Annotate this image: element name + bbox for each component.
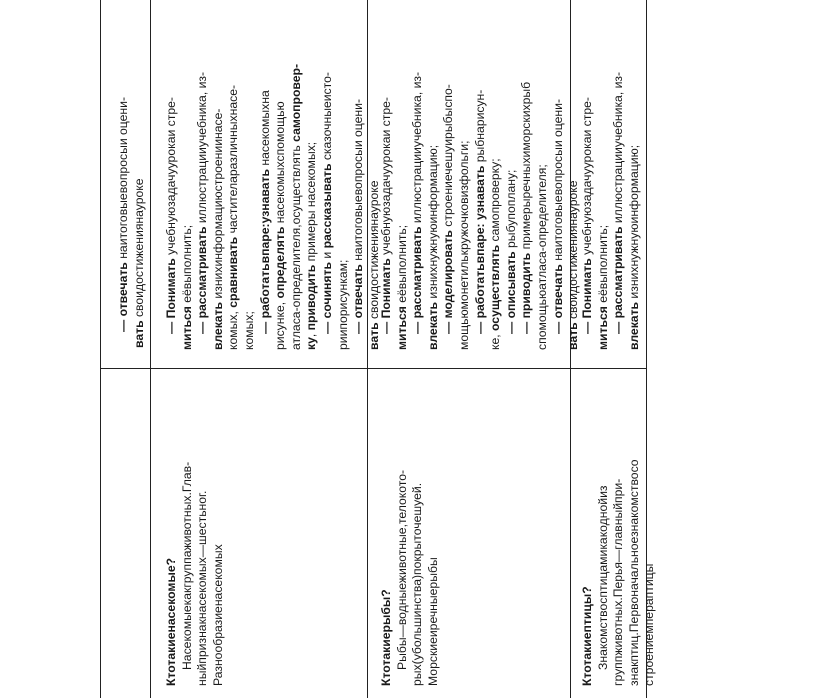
text-line	[504, 16, 520, 350]
topic-line: Разнообразиенасекомых	[210, 544, 225, 686]
body-text: изнихнужнуюинформацию;	[626, 144, 641, 302]
text-line	[611, 16, 627, 350]
body-text: примерыречныхиморскихрыб	[519, 81, 534, 253]
activities-fish	[379, 16, 582, 350]
emphasis-text: — работатьвпаре:узнавать	[257, 169, 272, 334]
body-text: риипорисункам;	[335, 259, 350, 350]
body-text: еёвыполнить;	[394, 224, 409, 307]
topic-line: Морскиеиречныерыбы	[425, 557, 440, 686]
emphasis-text: — рассматривать	[195, 226, 210, 334]
body-text: и	[319, 251, 334, 262]
topic-line: ныйпризнакнасекомых—шестьног.	[195, 490, 210, 686]
body-text: частителаразличныхнасе-	[226, 84, 241, 237]
text-line	[457, 16, 473, 350]
topic-line: Рыбы—водныеживотные,телокото-	[394, 469, 409, 670]
body-text: сказочныеисто-	[319, 72, 334, 164]
text-line	[180, 16, 196, 350]
body-text: учебнуюзадачуурокаи стре-	[379, 97, 393, 259]
topic-line: Знакомствосптицамикакоднойиз	[595, 485, 610, 670]
body-text: рыбнарисун-	[472, 89, 487, 166]
emphasis-text: — рассматривать	[611, 226, 626, 334]
emphasis-text: — сочинять	[319, 262, 334, 334]
text-line	[580, 16, 596, 350]
body-text: спомощьюатласа-определителя;	[534, 164, 549, 350]
topic-fish	[379, 386, 441, 686]
body-text: ке,	[488, 334, 503, 350]
topic-line: рых(убольшинства)покрыточешуей.	[410, 482, 425, 686]
emphasis-text: приводить	[304, 264, 319, 334]
emphasis-text: определять	[273, 226, 288, 302]
text-line	[488, 16, 504, 350]
body-text: комых,	[226, 311, 241, 350]
emphasis-text: — моделировать	[441, 230, 456, 334]
body-text: строениечешуирыбыспо-	[441, 84, 456, 231]
emphasis-text: ку	[304, 337, 319, 350]
emphasis-text: — приводить	[519, 252, 534, 334]
body-text: атласа-определителя,осуществлять	[288, 145, 303, 350]
body-text: изнихнужнуюинформацию;	[425, 144, 440, 302]
body-text: мощьюмонетилькружочковизфольги;	[456, 140, 471, 350]
emphasis-text: — отвечать	[351, 264, 366, 334]
emphasis-text: — рассматривать	[410, 226, 425, 334]
emphasis-text: влекать	[425, 301, 440, 350]
emphasis-text: — Понимать	[164, 258, 178, 334]
text-line	[226, 16, 242, 350]
text-line	[273, 16, 289, 350]
body-text: изнихинформациюстроениинасе-	[210, 108, 225, 302]
activities-cell-insects	[150, 0, 381, 368]
text-line	[164, 16, 180, 350]
activities-cell-birds	[570, 0, 646, 368]
emphasis-text: самопровер-	[288, 63, 303, 146]
text-line	[426, 16, 442, 350]
emphasis-text: — работатьвпаре:	[472, 223, 487, 334]
body-text: наитоговыевопросыи оцени-	[116, 96, 130, 263]
body-text: иллюстрацииучебника, из-	[195, 71, 210, 227]
body-text: еёвыполнить;	[179, 224, 194, 307]
body-text: наитоговыевопросыи оцени-	[351, 98, 366, 265]
topic-title: Ктотакиептицы?	[580, 586, 594, 686]
text-line	[473, 16, 489, 350]
text-line	[258, 16, 274, 350]
body-text: рыбупоплану;	[503, 169, 518, 252]
emphasis-text: миться	[595, 306, 610, 350]
text-line	[627, 16, 643, 350]
text-line	[132, 18, 148, 348]
text-line	[304, 16, 320, 350]
emphasis-text: вать	[366, 322, 381, 350]
topic-insects	[164, 386, 226, 686]
emphasis-text: сравнивать	[226, 236, 241, 312]
text-line	[596, 16, 612, 350]
emphasis-text: влекать	[626, 301, 641, 350]
text-line	[289, 16, 305, 350]
emphasis-text: — Понимать	[580, 258, 594, 334]
emphasis-text: — Понимать	[379, 258, 393, 334]
emphasis-text: — отвечать	[116, 262, 130, 332]
text-line	[519, 16, 535, 350]
emphasis-text: вать	[566, 322, 581, 350]
topic-line: Насекомыекакгруппаживотных.Глав-	[179, 461, 194, 670]
topic-line: знакптиц.Первоначальноезнакомствосо	[626, 459, 641, 686]
emphasis-text: влекать	[210, 301, 225, 350]
body-text: своидостижениянауроке	[366, 180, 381, 323]
body-text: рисунке,	[273, 301, 288, 350]
body-text: комых;	[241, 311, 256, 350]
text-line	[320, 16, 336, 350]
body-text: своидостижениянауроке	[566, 180, 581, 323]
topic-cell-insects	[150, 368, 367, 698]
activities-insects	[164, 16, 382, 350]
text-line	[410, 16, 426, 350]
text-line	[551, 16, 567, 350]
emphasis-text: осуществлять	[488, 244, 503, 335]
emphasis-text: миться	[179, 306, 194, 350]
emphasis-text: — описывать	[503, 251, 518, 334]
body-text: своидостижениянауроке	[131, 178, 146, 321]
fragment-cell	[100, 0, 150, 368]
body-text: еёвыполнить;	[595, 224, 610, 307]
body-text: ,	[304, 333, 319, 338]
body-text: насекомыхспомощью	[273, 101, 288, 227]
topic-line: группживотных.Перья—главныйпри-	[611, 478, 626, 686]
body-text: иллюстрацииучебника, из-	[611, 71, 626, 227]
activities-birds	[580, 16, 642, 350]
text-line	[116, 18, 132, 348]
body-text: наитоговыевопросыи оцени-	[550, 98, 565, 265]
text-line	[395, 16, 411, 350]
topic-line: строениемпераптицы	[642, 563, 657, 686]
emphasis-text: миться	[394, 306, 409, 350]
body-text: учебнуюзадачуурокаи стре-	[580, 97, 594, 259]
activities-cell-fish	[367, 0, 581, 368]
text-line	[379, 16, 395, 350]
body-text: насекомыхна	[257, 90, 272, 170]
text-line	[441, 16, 457, 350]
emphasis-text: узнавать	[472, 165, 487, 224]
fragment-text	[116, 18, 147, 348]
topic-title: Ктотакиерыбы?	[379, 589, 393, 686]
text-line	[195, 16, 211, 350]
body-text: самопроверку;	[488, 158, 503, 245]
text-line	[535, 16, 551, 350]
text-line	[242, 16, 258, 350]
emphasis-text: — отвечать	[550, 264, 565, 334]
text-line	[211, 16, 227, 350]
text-line	[351, 16, 367, 350]
topic-cell-birds	[570, 368, 657, 698]
body-text: учебнуюзадачуурокаи стре-	[164, 97, 178, 259]
text-line	[336, 16, 352, 350]
emphasis-text: рассказывать	[319, 163, 334, 252]
topic-title: Ктотакиенасекомые?	[164, 557, 178, 686]
rotated-table	[100, 0, 657, 698]
emphasis-text: вать	[131, 320, 146, 348]
topic-birds	[580, 386, 658, 686]
body-text: примеры насекомых;	[304, 141, 319, 265]
body-text: иллюстрацииучебника, из-	[410, 71, 425, 227]
topic-cell-fish	[367, 368, 570, 698]
